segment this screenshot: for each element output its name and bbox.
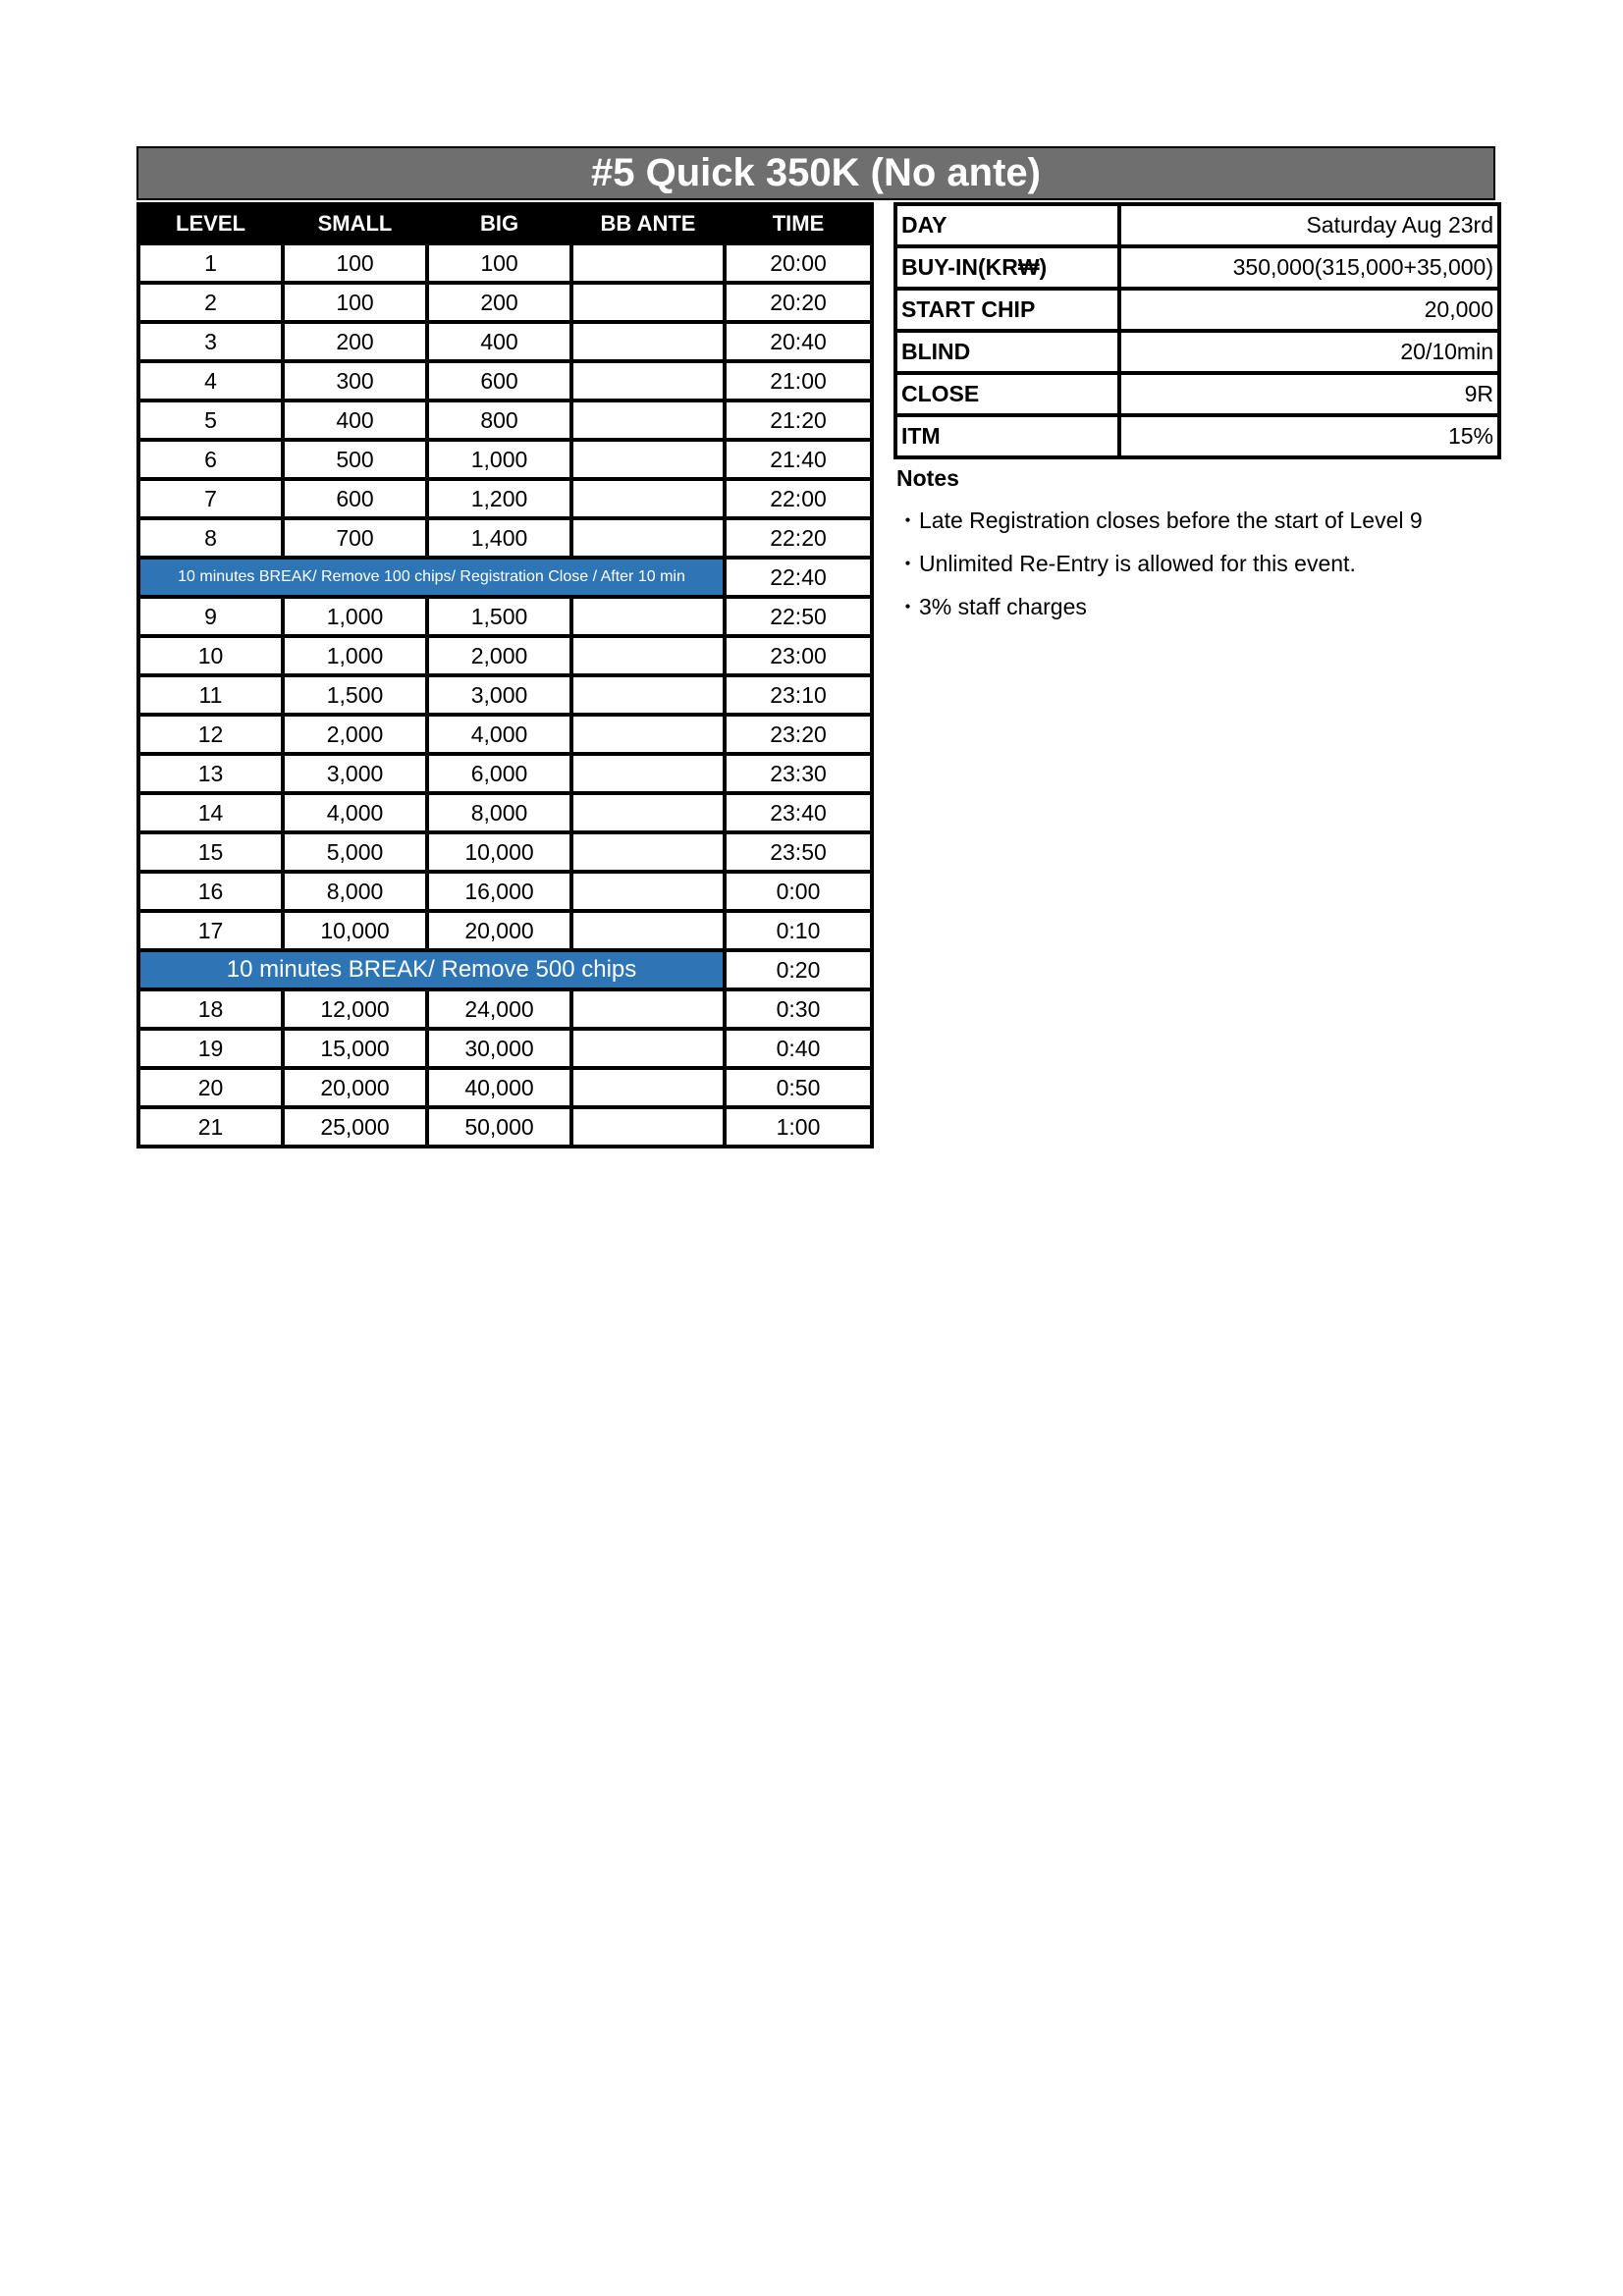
cell-small: 300 <box>283 361 427 400</box>
cell-ante <box>571 597 725 636</box>
break-time: 22:40 <box>725 558 872 597</box>
cell-level: 7 <box>138 479 283 518</box>
table-row <box>138 479 872 518</box>
table-row <box>138 243 872 283</box>
cell-time: 21:40 <box>725 440 872 479</box>
break-time: 0:20 <box>725 950 872 989</box>
cell-ante <box>571 479 725 518</box>
cell-ante <box>571 911 725 950</box>
cell-big: 16,000 <box>427 872 571 911</box>
cell-ante <box>571 832 725 872</box>
cell-level: 16 <box>138 872 283 911</box>
info-value: 9R <box>1119 373 1499 415</box>
break-row <box>138 950 872 989</box>
notes-list <box>896 506 1505 635</box>
table-row <box>138 518 872 558</box>
cell-big: 10,000 <box>427 832 571 872</box>
cell-time: 22:00 <box>725 479 872 518</box>
cell-small: 2,000 <box>283 715 427 754</box>
cell-small: 100 <box>283 283 427 322</box>
info-value: 20,000 <box>1119 289 1499 331</box>
table-row <box>138 793 872 832</box>
info-row <box>895 331 1499 373</box>
break-label: 10 minutes BREAK/ Remove 100 chips/ Registration Close / After 10 min <box>138 558 725 597</box>
cell-big: 40,000 <box>427 1068 571 1107</box>
info-key: BUY-IN(KR₩) <box>895 246 1119 289</box>
cell-small: 3,000 <box>283 754 427 793</box>
cell-time: 23:10 <box>725 675 872 715</box>
cell-big: 3,000 <box>427 675 571 715</box>
info-key: CLOSE <box>895 373 1119 415</box>
note-item: ・Unlimited Re-Entry is allowed for this event. <box>896 551 1356 576</box>
table-row <box>138 322 872 361</box>
cell-big: 1,200 <box>427 479 571 518</box>
table-row <box>138 872 872 911</box>
cell-ante <box>571 1029 725 1068</box>
cell-small: 1,000 <box>283 636 427 675</box>
cell-level: 20 <box>138 1068 283 1107</box>
header-time: TIME <box>725 204 872 243</box>
cell-time: 20:40 <box>725 322 872 361</box>
cell-level: 2 <box>138 283 283 322</box>
cell-level: 3 <box>138 322 283 361</box>
cell-big: 4,000 <box>427 715 571 754</box>
cell-small: 25,000 <box>283 1107 427 1147</box>
break-row <box>138 558 872 597</box>
cell-level: 11 <box>138 675 283 715</box>
cell-big: 1,400 <box>427 518 571 558</box>
cell-time: 23:20 <box>725 715 872 754</box>
notes-section <box>896 465 1505 635</box>
info-row <box>895 246 1499 289</box>
cell-big: 100 <box>427 243 571 283</box>
table-row <box>138 754 872 793</box>
table-row <box>138 989 872 1029</box>
table-row <box>138 597 872 636</box>
header-level: LEVEL <box>138 204 283 243</box>
cell-ante <box>571 283 725 322</box>
cell-time: 0:00 <box>725 872 872 911</box>
info-value: 20/10min <box>1119 331 1499 373</box>
info-row <box>895 373 1499 415</box>
cell-level: 10 <box>138 636 283 675</box>
cell-ante <box>571 243 725 283</box>
event-info-table <box>893 202 1501 459</box>
cell-small: 20,000 <box>283 1068 427 1107</box>
cell-small: 5,000 <box>283 832 427 872</box>
cell-level: 21 <box>138 1107 283 1147</box>
cell-time: 20:20 <box>725 283 872 322</box>
cell-small: 1,000 <box>283 597 427 636</box>
cell-ante <box>571 636 725 675</box>
cell-time: 23:30 <box>725 754 872 793</box>
cell-big: 800 <box>427 400 571 440</box>
table-row <box>138 440 872 479</box>
info-key: START CHIP <box>895 289 1119 331</box>
cell-ante <box>571 754 725 793</box>
cell-ante <box>571 440 725 479</box>
blind-table-body <box>138 243 872 1147</box>
table-header-row <box>138 204 872 243</box>
info-value: 15% <box>1119 415 1499 457</box>
cell-level: 8 <box>138 518 283 558</box>
note-item: ・Late Registration closes before the start of Level 9 <box>896 507 1423 533</box>
cell-ante <box>571 400 725 440</box>
cell-big: 2,000 <box>427 636 571 675</box>
cell-small: 4,000 <box>283 793 427 832</box>
cell-time: 1:00 <box>725 1107 872 1147</box>
table-row <box>138 400 872 440</box>
cell-big: 20,000 <box>427 911 571 950</box>
info-key: ITM <box>895 415 1119 457</box>
info-row <box>895 289 1499 331</box>
blind-structure-table <box>136 202 874 1148</box>
cell-level: 1 <box>138 243 283 283</box>
cell-level: 17 <box>138 911 283 950</box>
cell-time: 22:20 <box>725 518 872 558</box>
cell-time: 22:50 <box>725 597 872 636</box>
table-row <box>138 361 872 400</box>
cell-big: 30,000 <box>427 1029 571 1068</box>
cell-level: 18 <box>138 989 283 1029</box>
cell-level: 12 <box>138 715 283 754</box>
cell-time: 20:00 <box>725 243 872 283</box>
cell-small: 600 <box>283 479 427 518</box>
cell-time: 23:40 <box>725 793 872 832</box>
cell-small: 700 <box>283 518 427 558</box>
cell-big: 400 <box>427 322 571 361</box>
cell-level: 19 <box>138 1029 283 1068</box>
cell-big: 1,500 <box>427 597 571 636</box>
cell-small: 15,000 <box>283 1029 427 1068</box>
cell-level: 6 <box>138 440 283 479</box>
cell-small: 1,500 <box>283 675 427 715</box>
cell-small: 500 <box>283 440 427 479</box>
cell-level: 5 <box>138 400 283 440</box>
cell-big: 50,000 <box>427 1107 571 1147</box>
note-item: ・3% staff charges <box>896 594 1087 619</box>
info-value: Saturday Aug 23rd <box>1119 204 1499 246</box>
table-row <box>138 832 872 872</box>
cell-level: 14 <box>138 793 283 832</box>
cell-big: 200 <box>427 283 571 322</box>
cell-ante <box>571 793 725 832</box>
cell-time: 0:10 <box>725 911 872 950</box>
table-row <box>138 636 872 675</box>
info-key: BLIND <box>895 331 1119 373</box>
cell-time: 23:50 <box>725 832 872 872</box>
header-big: BIG <box>427 204 571 243</box>
cell-big: 8,000 <box>427 793 571 832</box>
cell-big: 6,000 <box>427 754 571 793</box>
cell-time: 23:00 <box>725 636 872 675</box>
cell-small: 8,000 <box>283 872 427 911</box>
notes-title: Notes <box>896 465 959 491</box>
table-row <box>138 1107 872 1147</box>
info-row <box>895 204 1499 246</box>
cell-level: 13 <box>138 754 283 793</box>
cell-level: 4 <box>138 361 283 400</box>
page-title: #5 Quick 350K (No ante) <box>136 146 1495 200</box>
info-value: 350,000(315,000+35,000) <box>1119 246 1499 289</box>
info-row <box>895 415 1499 457</box>
table-row <box>138 911 872 950</box>
cell-small: 10,000 <box>283 911 427 950</box>
table-row <box>138 675 872 715</box>
cell-ante <box>571 361 725 400</box>
info-table-body <box>895 204 1499 457</box>
table-row <box>138 1029 872 1068</box>
info-key: DAY <box>895 204 1119 246</box>
header-bb-ante: BB ANTE <box>571 204 725 243</box>
cell-ante <box>571 872 725 911</box>
cell-time: 21:00 <box>725 361 872 400</box>
cell-ante <box>571 675 725 715</box>
cell-ante <box>571 518 725 558</box>
cell-ante <box>571 989 725 1029</box>
cell-small: 200 <box>283 322 427 361</box>
cell-small: 100 <box>283 243 427 283</box>
cell-level: 15 <box>138 832 283 872</box>
cell-ante <box>571 1107 725 1147</box>
cell-level: 9 <box>138 597 283 636</box>
table-row <box>138 715 872 754</box>
cell-time: 0:50 <box>725 1068 872 1107</box>
cell-ante <box>571 1068 725 1107</box>
header-small: SMALL <box>283 204 427 243</box>
table-row <box>138 283 872 322</box>
table-row <box>138 1068 872 1107</box>
cell-ante <box>571 715 725 754</box>
cell-small: 400 <box>283 400 427 440</box>
cell-big: 24,000 <box>427 989 571 1029</box>
cell-ante <box>571 322 725 361</box>
break-label: 10 minutes BREAK/ Remove 500 chips <box>138 950 725 989</box>
cell-time: 21:20 <box>725 400 872 440</box>
cell-big: 1,000 <box>427 440 571 479</box>
cell-time: 0:30 <box>725 989 872 1029</box>
cell-time: 0:40 <box>725 1029 872 1068</box>
cell-big: 600 <box>427 361 571 400</box>
cell-small: 12,000 <box>283 989 427 1029</box>
